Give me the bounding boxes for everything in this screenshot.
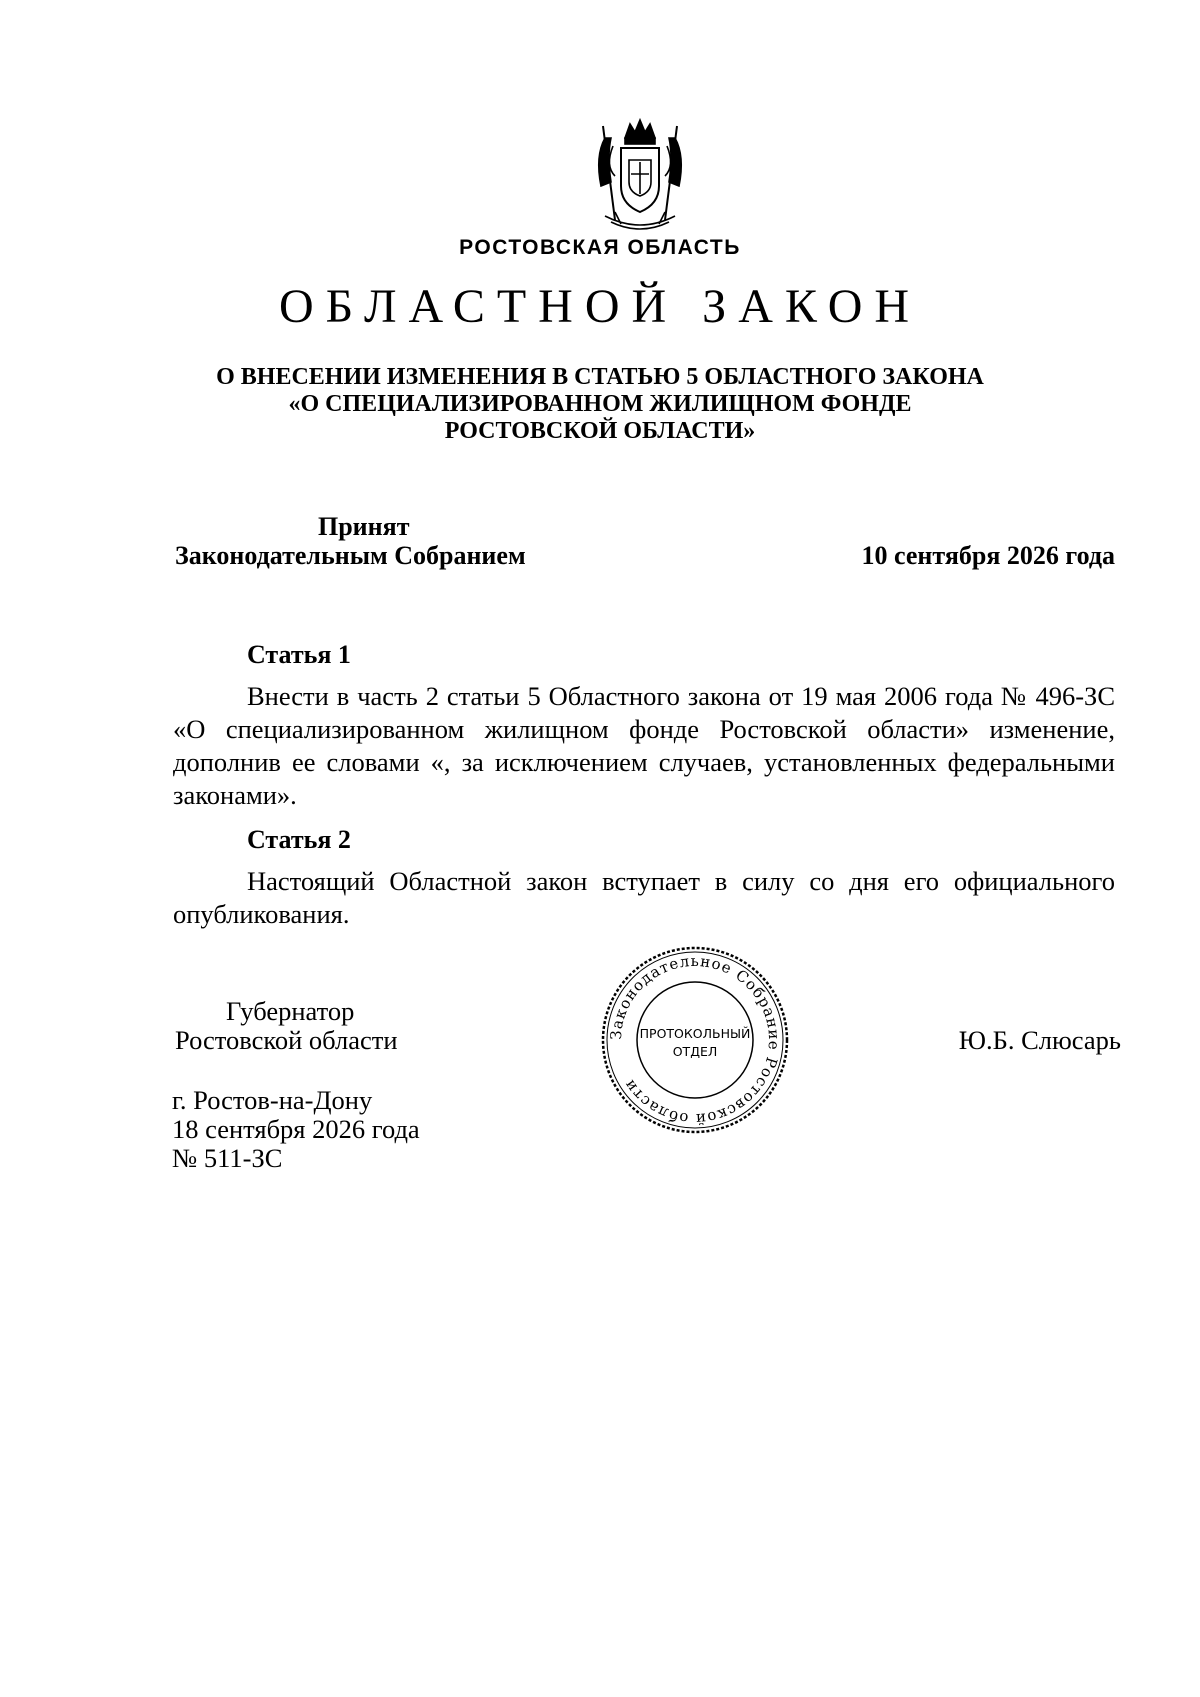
coat-of-arms-icon — [585, 116, 695, 232]
signatory-name: Ю.Б. Слюсарь — [958, 1025, 1121, 1055]
region-name: РОСТОВСКАЯ ОБЛАСТЬ — [459, 236, 741, 259]
signatory-title: Губернатор — [226, 996, 355, 1026]
adoption-date: 10 сентября 2026 года — [861, 541, 1115, 570]
law-title-line: О ВНЕСЕНИИ ИЗМЕНЕНИЯ В СТАТЬЮ 5 ОБЛАСТНОГО ЗАКОНА — [216, 364, 984, 390]
law-title-line: «О СПЕЦИАЛИЗИРОВАННОМ ЖИЛИЩНОМ ФОНДЕ — [288, 391, 912, 417]
signatory-region: Ростовской области — [175, 1025, 398, 1055]
document-footer — [172, 1086, 420, 1173]
article-2-text: Настоящий Областной закон вступает в силу со дня его официального опубликования. — [173, 866, 1115, 929]
official-stamp — [595, 940, 795, 1140]
article-2-heading: Статья 2 — [247, 825, 351, 854]
document-type: ОБЛАСТНОЙ ЗАКОН — [278, 280, 922, 333]
law-title-line: РОСТОВСКОЙ ОБЛАСТИ» — [444, 418, 756, 444]
svg-text:Законодательное Собрание Росто: Законодательное Собрание Ростовской области — [606, 951, 784, 1129]
adoption-label: Принят — [318, 512, 410, 541]
stamp-center-line-1: ПРОТОКОЛЬНЫЙ — [639, 1026, 751, 1041]
stamp-center-line-2: ОТДЕЛ — [672, 1044, 718, 1059]
adoption-body: Законодательным Собранием — [175, 541, 526, 570]
signing-date: 18 сентября 2026 года — [172, 1114, 420, 1144]
article-1-heading: Статья 1 — [247, 640, 351, 669]
law-title — [0, 364, 1200, 445]
article-1-text: Внести в часть 2 статьи 5 Областного закона от 19 мая 2006 года № 496-ЗС «О специализированном жилищном фонде Ростовской области» изменение, дополнив ее словами «, за исключением случаев, установленных федеральными законами». — [173, 681, 1115, 810]
law-number: № 511-ЗС — [172, 1143, 283, 1173]
place-of-signing: г. Ростов-на-Дону — [172, 1085, 373, 1115]
